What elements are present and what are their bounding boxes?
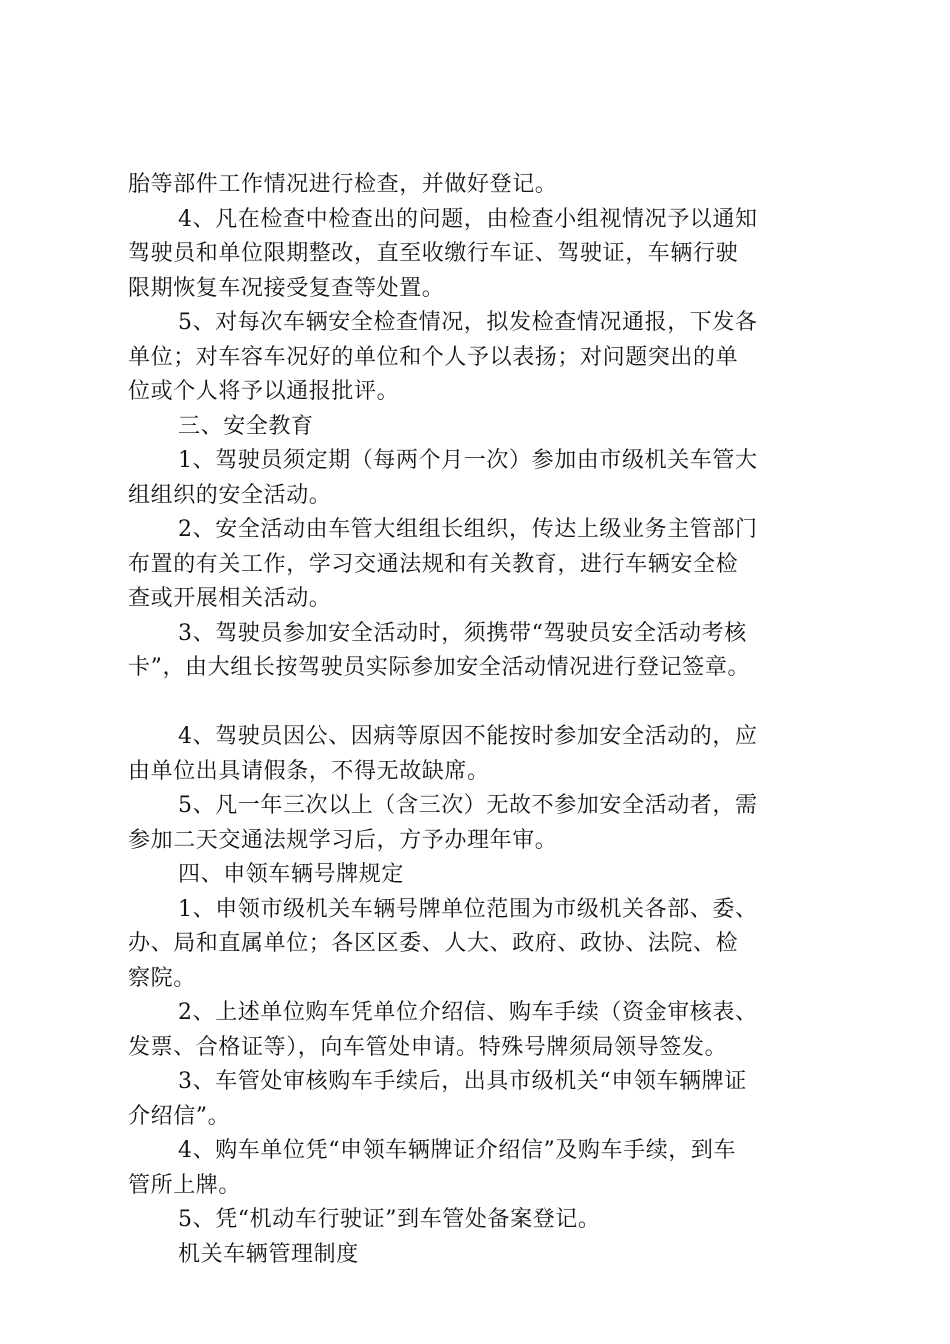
text-line: 卡”，由大组长按驾驶员实际参加安全活动情况进行登记签章。 bbox=[128, 655, 751, 680]
blank-line bbox=[128, 686, 828, 721]
paragraph-item-4-start: 4、驾驶员因公、因病等原因不能按时参加安全活动的，应 bbox=[178, 724, 758, 749]
paragraph-item-2-start: 2、安全活动由车管大组组长组织，传达上级业务主管部门 bbox=[178, 517, 758, 542]
text-line: 胎等部件工作情况进行检查，并做好登记。 bbox=[128, 172, 558, 197]
paragraph-item-4-start: 4、购车单位凭“申领车辆牌证介绍信”及购车手续，到车 bbox=[178, 1138, 737, 1163]
text-line: 察院。 bbox=[128, 965, 196, 991]
text-line: 单位；对车容车况好的单位和个人予以表扬；对问题突出的单 bbox=[128, 344, 739, 370]
document-closing-title: 机关车辆管理制度 bbox=[178, 1241, 359, 1267]
text-line: 办、局和直属单位；各区区委、人大、政府、政协、法院、检 bbox=[128, 931, 739, 956]
text-line: 管所上牌。 bbox=[128, 1172, 242, 1198]
text-line: 发票、合格证等），向车管处申请。特殊号牌须局领导签发。 bbox=[128, 1034, 728, 1060]
document-body bbox=[128, 168, 828, 1272]
paragraph-item-5-start: 5、凭“机动车行驶证”到车管处备案登记。 bbox=[178, 1207, 601, 1232]
paragraph-item-5-start: 5、对每次车辆安全检查情况，拟发检查情况通报，下发各 bbox=[178, 310, 758, 335]
text-line: 介绍信”。 bbox=[128, 1103, 231, 1129]
paragraph-item-5-start: 5、凡一年三次以上（含三次）无故不参加安全活动者，需 bbox=[178, 793, 758, 818]
paragraph-item-1-start: 1、申领市级机关车辆号牌单位范围为市级机关各部、委、 bbox=[178, 896, 758, 922]
text-line: 驾驶员和单位限期整改，直至收缴行车证、驾驶证，车辆行驶 bbox=[128, 241, 739, 266]
text-line: 布置的有关工作，学习交通法规和有关教育，进行车辆安全检 bbox=[128, 551, 739, 577]
text-line: 参加二天交通法规学习后，方予办理年审。 bbox=[128, 827, 558, 853]
text-line: 查或开展相关活动。 bbox=[128, 586, 332, 611]
text-line: 组组织的安全活动。 bbox=[128, 482, 332, 508]
section-heading-safety-education: 三、安全教育 bbox=[178, 413, 314, 439]
text-line: 位或个人将予以通报批评。 bbox=[128, 379, 400, 404]
paragraph-item-2-start: 2、上述单位购车凭单位介绍信、购车手续（资金审核表、 bbox=[178, 1000, 758, 1025]
section-heading-license-plates: 四、申领车辆号牌规定 bbox=[178, 862, 405, 887]
text-line: 限期恢复车况接受复查等处置。 bbox=[128, 275, 445, 301]
text-line: 由单位出具请假条，不得无故缺席。 bbox=[128, 758, 490, 784]
paragraph-item-1-start: 1、驾驶员须定期（每两个月一次）参加由市级机关车管大 bbox=[178, 448, 758, 473]
paragraph-item-4-start: 4、凡在检查中检查出的问题，由检查小组视情况予以通知 bbox=[178, 206, 758, 232]
paragraph-item-3-start: 3、驾驶员参加安全活动时，须携带“驾驶员安全活动考核 bbox=[178, 620, 747, 646]
paragraph-item-3-start: 3、车管处审核购车手续后，出具市级机关“申领车辆牌证 bbox=[178, 1069, 747, 1094]
